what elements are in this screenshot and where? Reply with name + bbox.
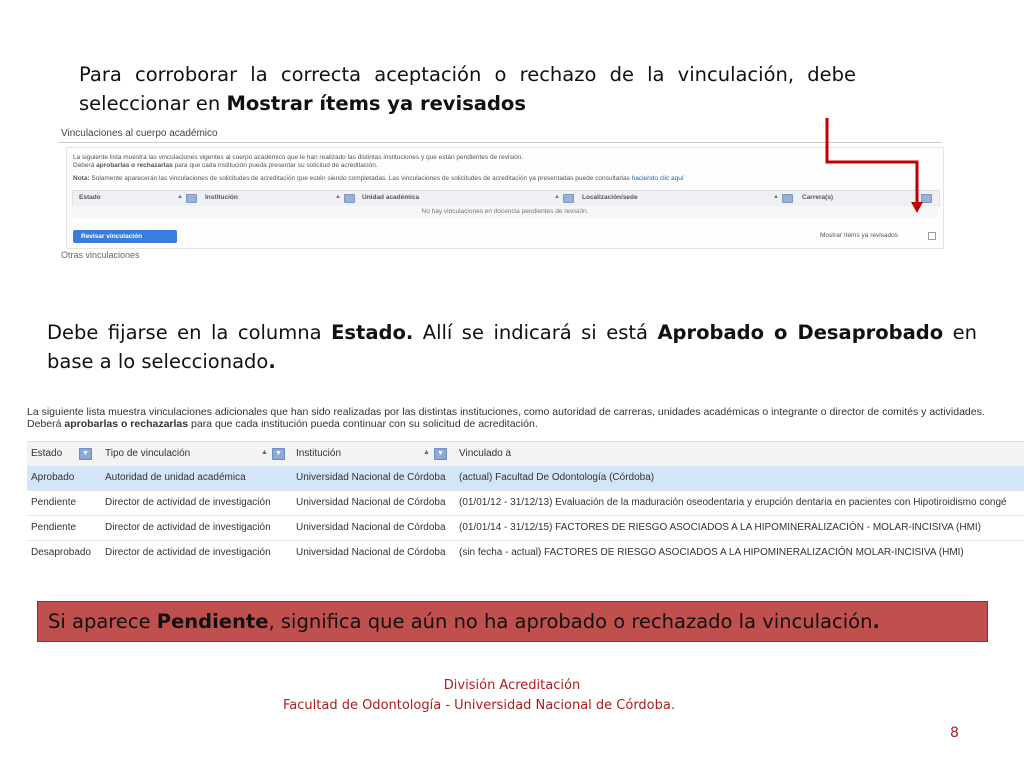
otras-vinculaciones-heading: Otras vinculaciones [61, 250, 140, 260]
col-unidad[interactable]: Unidad académica [362, 194, 420, 201]
table-row[interactable] [27, 491, 1024, 516]
sort-icon[interactable]: ▲ [773, 194, 779, 200]
cell-vinculado: (01/01/14 - 31/12/15) FACTORES DE RIESGO ASOCIADOS A LA HIPOMINERALIZACIÓN - MOLAR-INCISIVA (HMI) [459, 522, 982, 533]
table-row[interactable] [27, 516, 1024, 541]
callout-t2: , significa que aún no ha aprobado o rechazado la vinculación [268, 610, 873, 633]
cell-estado: Desaprobado [31, 547, 92, 558]
panel-note [73, 175, 684, 182]
page-number: 8 [950, 725, 959, 741]
sort-icon[interactable]: ▲ [423, 449, 430, 456]
col-carreras[interactable]: Carrera(s) [802, 194, 834, 201]
intro-paragraph [79, 60, 856, 118]
red-arrow-icon [820, 117, 930, 217]
cell-estado: Aprobado [31, 472, 75, 483]
col-estado[interactable]: Estado [79, 194, 101, 201]
title-divider [58, 142, 942, 143]
cell-estado: Pendiente [31, 497, 77, 508]
screenshot-vinculaciones-cuerpo [58, 125, 942, 261]
filter-dropdown-icon[interactable] [563, 194, 574, 203]
filter-dropdown-icon[interactable] [186, 194, 197, 203]
filter-dropdown-icon[interactable] [344, 194, 355, 203]
desc-line1: La siguiente lista muestra las vinculaciones vigentes al cuerpo académico que le han realizado las distintas instituciones y que están pendientes de revisión. [73, 154, 524, 161]
estado-t2: Allí se indicará si está [413, 321, 658, 344]
note-link[interactable]: haciendo clic aquí [631, 175, 684, 182]
otras-vinculaciones-table [27, 441, 1024, 565]
section-title: Vinculaciones al cuerpo académico [61, 128, 218, 139]
filter-dropdown-icon[interactable]: ▼ [79, 448, 92, 460]
col-estado[interactable]: Estado [31, 448, 63, 459]
estado-b2: Aprobado o Desaprobado [657, 321, 944, 344]
footer-facultad: Facultad de Odontología - Universidad Nacional de Córdoba. [283, 698, 675, 713]
shot2-line2-post: para que cada institución pueda continuar con su solicitud de acreditación. [188, 418, 538, 430]
cell-tipo: Director de actividad de investigación [105, 497, 271, 508]
sort-icon[interactable]: ▲ [554, 194, 560, 200]
estado-b3: . [268, 350, 276, 373]
col-localizacion[interactable]: Localización/sede [582, 194, 638, 201]
desc-line2-bold: aprobarlas o rechazarlas [96, 162, 173, 169]
empty-message: No hay vinculaciones en docencia pendientes de revisión. [72, 206, 938, 218]
cell-vinculado: (actual) Facultad De Odontología (Córdoba) [459, 472, 655, 483]
callout-b2: . [872, 610, 880, 633]
revisar-vinculacion-button[interactable]: Revisar vinculación [73, 230, 177, 243]
cell-tipo: Director de actividad de investigación [105, 547, 271, 558]
cell-institucion: Universidad Nacional de Córdoba [296, 547, 446, 558]
desc-line2-post: para que cada institución pueda presentar su solicitud de acreditación. [172, 162, 378, 169]
table-header [72, 190, 940, 207]
table-header [27, 441, 1024, 467]
cell-vinculado: (01/01/12 - 31/12/13) Evaluación de la maduración oseodentaria y erupción dentaria en pacientes con Hipotiroidismo congé [459, 497, 1007, 508]
shot2-line2-pre: Deberá [27, 418, 65, 430]
table-row[interactable] [27, 466, 1024, 491]
col-vinculado[interactable]: Vinculado a [459, 448, 512, 459]
cell-estado: Pendiente [31, 522, 77, 533]
filter-dropdown-icon[interactable]: ▼ [434, 448, 447, 460]
filter-dropdown-icon[interactable] [782, 194, 793, 203]
vinculaciones-panel [66, 147, 944, 249]
cell-tipo: Director de actividad de investigación [105, 522, 271, 533]
note-label: Nota: [73, 175, 90, 182]
estado-t3: en base a lo seleccionado [47, 321, 977, 373]
estado-b1: Estado. [331, 321, 414, 344]
otras-vinculaciones-description [27, 406, 1024, 430]
cell-institucion: Universidad Nacional de Córdoba [296, 472, 446, 483]
mostrar-revisados-label[interactable]: Mostrar ítems ya revisados [820, 232, 899, 239]
shot2-line1: La siguiente lista muestra vinculaciones adicionales que han sido realizadas por las distintas instituciones, como autoridad de carreras, unidades académicas o integrante o director de comités y actividades. [27, 406, 985, 418]
intro-text: Para corroborar la correcta aceptación o rechazo de la vinculación, debe seleccionar en [79, 63, 856, 115]
cell-vinculado: (sin fecha - actual) FACTORES DE RIESGO ASOCIADOS A LA HIPOMINERALIZACIÓN MOLAR-INCISIVA (HMI) [459, 547, 964, 558]
pendiente-callout [37, 601, 988, 642]
shot2-line2 [27, 418, 1024, 430]
estado-paragraph [47, 318, 977, 376]
sort-icon[interactable]: ▲ [335, 194, 341, 200]
note-text: Solamente aparecerán las vinculaciones de solicitudes de acreditación que estén siendo completadas. Las vinculaciones de solicitudes de acreditación ya presentadas puede consultarlas [89, 175, 632, 182]
estado-t1: Debe fijarse en la columna [47, 321, 332, 344]
col-tipo[interactable]: Tipo de vinculación [105, 448, 191, 459]
filter-dropdown-icon[interactable]: ▼ [272, 448, 285, 460]
cell-tipo: Autoridad de unidad académica [105, 472, 246, 483]
sort-icon[interactable]: ▲ [261, 449, 268, 456]
intro-bold: Mostrar ítems ya revisados [226, 92, 526, 115]
mostrar-revisados-checkbox[interactable] [928, 232, 936, 240]
panel-description [73, 154, 523, 170]
cell-institucion: Universidad Nacional de Córdoba [296, 522, 446, 533]
shot2-line2-bold: aprobarlas o rechazarlas [64, 418, 189, 430]
col-institucion[interactable]: Institución [296, 448, 342, 459]
col-institucion[interactable]: Institución [205, 194, 238, 201]
cell-institucion: Universidad Nacional de Córdoba [296, 497, 446, 508]
sort-icon[interactable]: ▲ [177, 194, 183, 200]
callout-b1: Pendiente [156, 610, 269, 633]
desc-line2-pre: Deberá [73, 162, 97, 169]
table-row[interactable] [27, 541, 1024, 565]
callout-t1: Si aparece [48, 610, 157, 633]
footer-division: División Acreditación [443, 678, 581, 693]
desc-line2 [73, 162, 523, 170]
